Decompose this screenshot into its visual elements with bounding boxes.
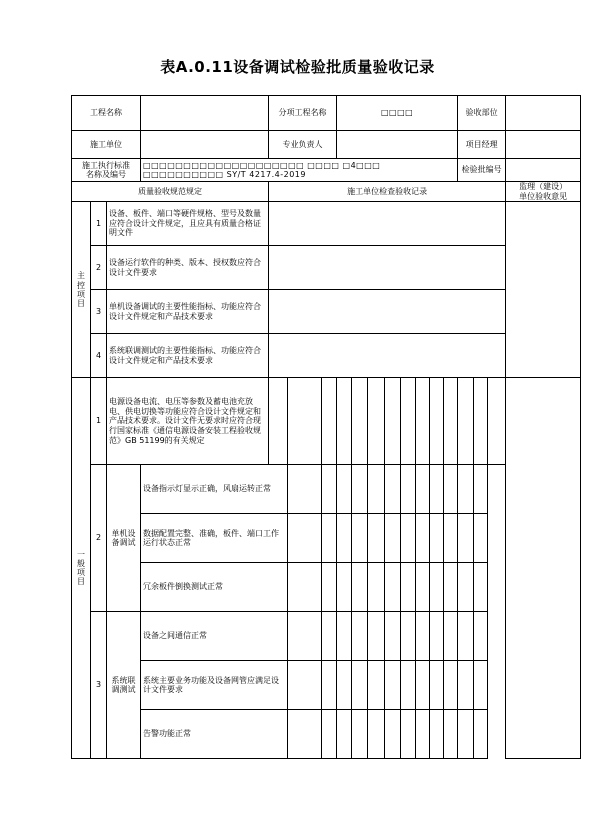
general-sub-item-text: 告警功能正常 <box>141 710 288 759</box>
standard-label-line1: 施工执行标准 <box>82 160 130 170</box>
check-cell[interactable] <box>322 563 337 612</box>
check-cell[interactable] <box>401 710 416 759</box>
check-cell[interactable] <box>401 465 416 514</box>
check-cell[interactable] <box>368 563 385 612</box>
check-cell[interactable] <box>288 465 322 514</box>
check-cell[interactable] <box>474 378 488 465</box>
main-item-check[interactable] <box>269 334 506 378</box>
check-cell[interactable] <box>322 710 337 759</box>
batch-no-value[interactable] <box>506 159 581 182</box>
check-cell[interactable] <box>352 378 368 465</box>
check-cell[interactable] <box>401 612 416 661</box>
check-cell[interactable] <box>337 710 352 759</box>
check-cell[interactable] <box>416 378 430 465</box>
check-cell[interactable] <box>458 514 474 563</box>
main-item-text: 单机设备调试的主要性能指标、功能应符合设计文件规定和产品技术要求 <box>107 290 269 334</box>
column-check-header: 施工单位检查验收记录 <box>269 182 506 202</box>
check-cell[interactable] <box>322 465 337 514</box>
professional-lead-label: 专业负责人 <box>269 131 337 159</box>
check-cell[interactable] <box>352 612 368 661</box>
project-manager-label: 项目经理 <box>458 131 506 159</box>
check-cell[interactable] <box>288 378 322 465</box>
check-cell[interactable] <box>288 661 322 710</box>
main-item-text: 设备运行软件的种类、版本、授权数应符合设计文件要求 <box>107 246 269 290</box>
check-cell[interactable] <box>488 378 506 465</box>
check-cell[interactable] <box>430 710 444 759</box>
standard-label-line2: 名称及编号 <box>86 170 126 179</box>
check-cell[interactable] <box>401 514 416 563</box>
main-item-text: 系统联调测试的主要性能指标、功能应符合设计文件规定和产品技术要求 <box>107 334 269 378</box>
check-cell[interactable] <box>385 563 401 612</box>
check-cell[interactable] <box>288 563 322 612</box>
check-cell[interactable] <box>288 710 322 759</box>
general-sub-item-text: 数据配置完整、准确，板件、端口工作运行状态正常 <box>141 514 288 563</box>
check-cell[interactable] <box>444 661 458 710</box>
check-cell[interactable] <box>368 612 385 661</box>
check-cell[interactable] <box>416 612 430 661</box>
check-cell[interactable] <box>430 465 444 514</box>
check-cell[interactable] <box>458 661 474 710</box>
general-sub-item-text: 冗余板件倒换测试正常 <box>141 563 288 612</box>
check-cell[interactable] <box>385 612 401 661</box>
check-cell[interactable] <box>401 378 416 465</box>
check-cell[interactable] <box>444 378 458 465</box>
main-item-no: 2 <box>91 246 107 290</box>
general-sub-item-text: 设备指示灯显示正确，风扇运转正常 <box>141 465 288 514</box>
acceptance-dept-label: 验收部位 <box>458 96 506 131</box>
main-item-check[interactable] <box>269 202 506 246</box>
project-name-value[interactable] <box>141 96 269 131</box>
sub-project-value[interactable]: □□□□ <box>337 96 458 131</box>
main-item-no: 3 <box>91 290 107 334</box>
check-cell[interactable] <box>458 563 474 612</box>
check-cell[interactable] <box>368 378 385 465</box>
general-item-no: 2 <box>91 465 107 612</box>
check-cell[interactable] <box>430 661 444 710</box>
check-cell[interactable] <box>444 710 458 759</box>
check-cell[interactable] <box>401 563 416 612</box>
check-cell[interactable] <box>416 661 430 710</box>
main-item-check[interactable] <box>269 246 506 290</box>
general-items-supervisor-opinion[interactable] <box>506 378 581 759</box>
general-item-no: 1 <box>91 378 107 465</box>
check-cell[interactable] <box>337 661 352 710</box>
batch-no-label: 检验批编号 <box>458 159 506 182</box>
check-cell[interactable] <box>288 514 322 563</box>
check-cell[interactable] <box>430 563 444 612</box>
check-cell[interactable] <box>474 514 488 563</box>
check-cell[interactable] <box>352 514 368 563</box>
check-cell[interactable] <box>430 612 444 661</box>
check-cell[interactable] <box>474 661 488 710</box>
main-items-category: 主控项目 <box>72 202 91 378</box>
check-cell[interactable] <box>352 563 368 612</box>
standard-value-line1: □□□□□□□□□□□□□□□□□□□□ □□□□ □4□□□ <box>143 160 381 170</box>
check-cell[interactable] <box>444 465 458 514</box>
main-item-check[interactable] <box>269 290 506 334</box>
check-cell[interactable] <box>288 612 322 661</box>
main-items-supervisor-opinion[interactable] <box>506 202 581 378</box>
check-cell[interactable] <box>337 612 352 661</box>
check-cell[interactable] <box>416 465 430 514</box>
check-cell[interactable] <box>444 514 458 563</box>
check-cell[interactable] <box>474 465 488 514</box>
project-name-label: 工程名称 <box>72 96 141 131</box>
check-cell[interactable] <box>458 378 474 465</box>
check-cell[interactable] <box>322 661 337 710</box>
main-item-text: 设备、板件、端口等硬件规格、型号及数量应符合设计文件规定，且应具有质量合格证明文件 <box>107 202 269 246</box>
general-item-group-label: 系统联调测试 <box>107 612 141 759</box>
column-supervisor-header <box>506 182 581 202</box>
acceptance-record-table <box>71 95 581 759</box>
check-cell[interactable] <box>322 514 337 563</box>
column-supervisor-line2: 单位验收意见 <box>519 191 568 201</box>
check-cell[interactable] <box>368 465 385 514</box>
check-cell[interactable] <box>352 710 368 759</box>
check-cell[interactable] <box>474 710 488 759</box>
construction-unit-label: 施工单位 <box>72 131 141 159</box>
check-cell[interactable] <box>337 514 352 563</box>
check-cell[interactable] <box>352 661 368 710</box>
check-cell[interactable] <box>385 710 401 759</box>
standard-value-line2: □□□□□□□□□□ SY/T 4217.4-2019 <box>143 170 306 179</box>
check-cell[interactable] <box>337 378 352 465</box>
check-cell[interactable] <box>474 612 488 661</box>
check-cell[interactable] <box>416 710 430 759</box>
check-cell[interactable] <box>385 465 401 514</box>
check-cell[interactable] <box>458 710 474 759</box>
check-cell[interactable] <box>368 661 385 710</box>
check-cell[interactable] <box>458 465 474 514</box>
check-cell[interactable] <box>444 563 458 612</box>
check-cell[interactable] <box>401 661 416 710</box>
general-sub-item-text: 设备之间通信正常 <box>141 612 288 661</box>
column-spec-header: 质量验收规范规定 <box>72 182 269 202</box>
check-cell[interactable] <box>368 710 385 759</box>
general-items-category: 一般项目 <box>72 378 91 759</box>
column-supervisor-line1: 监理（建设） <box>519 182 568 191</box>
check-cell[interactable] <box>430 378 444 465</box>
check-cell[interactable] <box>269 378 288 465</box>
general-item-text: 电源设备电流、电压等参数及蓄电池充放电、供电切换等功能应符合设计文件规定和产品技术要求。设计文件无要求时应符合现行国家标准《通信电源设备安装工程验收规范》GB 51199的有关规定 <box>107 378 269 465</box>
sub-project-label: 分项工程名称 <box>269 96 337 131</box>
acceptance-dept-value[interactable] <box>506 96 581 131</box>
main-item-no: 1 <box>91 202 107 246</box>
check-cell[interactable] <box>322 378 337 465</box>
check-cell[interactable] <box>337 465 352 514</box>
check-cell[interactable] <box>416 563 430 612</box>
general-item-group-label: 单机设备调试 <box>107 465 141 612</box>
check-cell[interactable] <box>416 514 430 563</box>
professional-lead-value[interactable] <box>337 131 458 159</box>
check-cell[interactable] <box>385 378 401 465</box>
check-cell[interactable] <box>385 514 401 563</box>
main-item-no: 4 <box>91 334 107 378</box>
check-cell[interactable] <box>322 612 337 661</box>
check-cell[interactable] <box>458 612 474 661</box>
general-sub-item-text: 系统主要业务功能及设备网管应满足设计文件要求 <box>141 661 288 710</box>
check-cell[interactable] <box>444 612 458 661</box>
general-item-no: 3 <box>91 612 107 759</box>
check-cell[interactable] <box>474 563 488 612</box>
construction-unit-value[interactable] <box>141 131 269 159</box>
check-cell[interactable] <box>352 465 368 514</box>
standard-label <box>72 159 141 182</box>
standard-value <box>141 159 458 182</box>
check-cell[interactable] <box>337 563 352 612</box>
check-cell[interactable] <box>385 661 401 710</box>
check-cell[interactable] <box>430 514 444 563</box>
page-title: 表A.0.11设备调试检验批质量验收记录 <box>160 58 435 76</box>
project-manager-value[interactable] <box>506 131 581 159</box>
check-cell[interactable] <box>368 514 385 563</box>
